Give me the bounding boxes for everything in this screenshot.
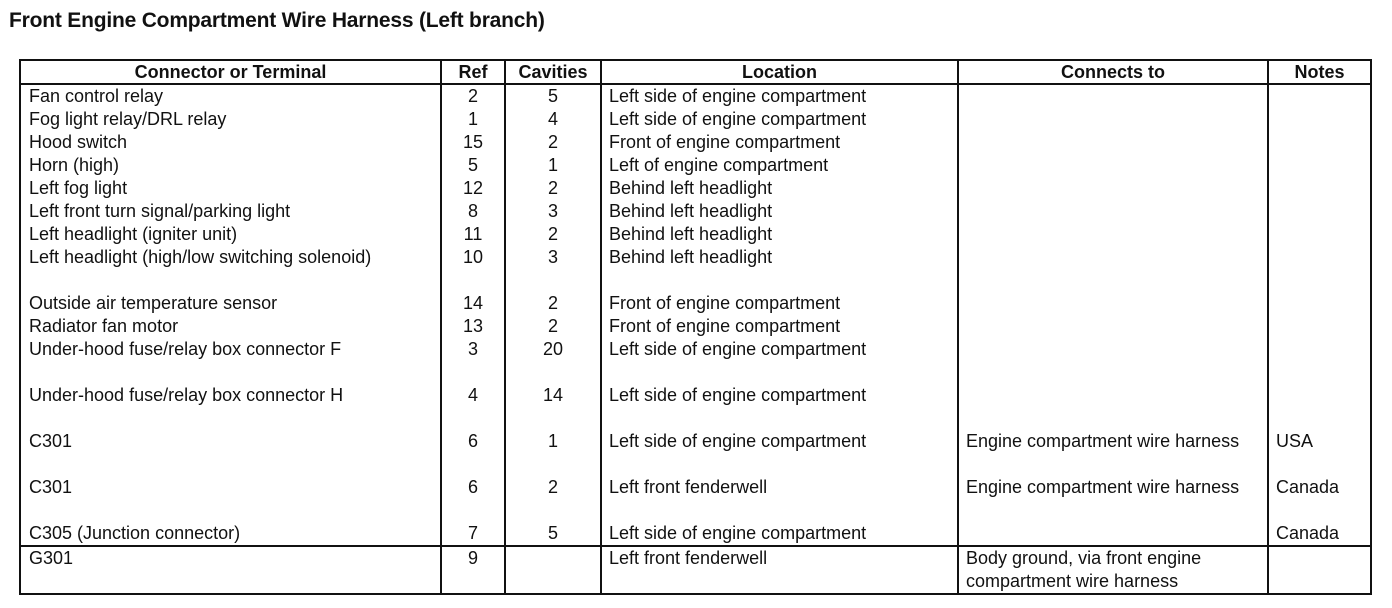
table-row [20, 338, 1371, 384]
connects-to-cell [958, 292, 1268, 315]
connector-cell: C301 [20, 430, 441, 476]
location-cell: Behind left headlight [601, 177, 958, 200]
connects-to-cell: Engine compartment wire harness [958, 476, 1268, 522]
column-header-cavities: Cavities [505, 60, 601, 84]
connects-to-cell [958, 522, 1268, 546]
table-header-row [20, 60, 1371, 84]
location-cell: Behind left headlight [601, 200, 958, 223]
location-cell: Left front fenderwell [601, 546, 958, 594]
cavities-cell: 4 [505, 108, 601, 131]
table-row [20, 84, 1371, 108]
cavities-cell: 2 [505, 131, 601, 154]
connects-to-cell: Body ground, via front engine compartment wire harness [958, 546, 1268, 594]
connector-cell: Under-hood fuse/relay box connector F [20, 338, 441, 384]
table-row [20, 177, 1371, 200]
connects-to-cell [958, 315, 1268, 338]
column-header-location: Location [601, 60, 958, 84]
connects-to-cell [958, 131, 1268, 154]
cavities-cell: 1 [505, 154, 601, 177]
notes-cell [1268, 84, 1371, 108]
table-row [20, 522, 1371, 546]
connector-cell: G301 [20, 546, 441, 594]
column-header-notes: Notes [1268, 60, 1371, 84]
notes-cell: Canada [1268, 476, 1371, 522]
connector-cell: Horn (high) [20, 154, 441, 177]
ref-cell: 6 [441, 430, 505, 476]
notes-cell [1268, 200, 1371, 223]
wire-harness-table-container [19, 59, 1370, 595]
location-cell: Front of engine compartment [601, 315, 958, 338]
cavities-cell: 20 [505, 338, 601, 384]
location-cell: Behind left headlight [601, 246, 958, 292]
connector-cell: Fog light relay/DRL relay [20, 108, 441, 131]
table-row [20, 476, 1371, 522]
connects-to-cell [958, 246, 1268, 292]
cavities-cell: 14 [505, 384, 601, 430]
table-row [20, 223, 1371, 246]
connects-to-cell [958, 84, 1268, 108]
notes-cell: USA [1268, 430, 1371, 476]
cavities-cell [505, 546, 601, 594]
table-row [20, 546, 1371, 594]
connector-cell: Under-hood fuse/relay box connector H [20, 384, 441, 430]
location-cell: Left of engine compartment [601, 154, 958, 177]
notes-cell [1268, 131, 1371, 154]
connects-to-cell [958, 338, 1268, 384]
notes-cell [1268, 154, 1371, 177]
column-header-ref: Ref [441, 60, 505, 84]
notes-cell [1268, 338, 1371, 384]
location-cell: Left front fenderwell [601, 476, 958, 522]
table-row [20, 315, 1371, 338]
location-cell: Front of engine compartment [601, 292, 958, 315]
connector-cell: Left fog light [20, 177, 441, 200]
location-cell: Left side of engine compartment [601, 108, 958, 131]
table-row [20, 108, 1371, 131]
connector-cell: Fan control relay [20, 84, 441, 108]
notes-cell [1268, 384, 1371, 430]
connector-cell: Left front turn signal/parking light [20, 200, 441, 223]
notes-cell [1268, 223, 1371, 246]
ref-cell: 2 [441, 84, 505, 108]
ref-cell: 12 [441, 177, 505, 200]
table-row [20, 200, 1371, 223]
ref-cell: 11 [441, 223, 505, 246]
table-row [20, 131, 1371, 154]
ref-cell: 3 [441, 338, 505, 384]
cavities-cell: 3 [505, 200, 601, 223]
location-cell: Left side of engine compartment [601, 430, 958, 476]
ref-cell: 8 [441, 200, 505, 223]
connects-to-cell [958, 177, 1268, 200]
notes-cell [1268, 246, 1371, 292]
column-header-connector: Connector or Terminal [20, 60, 441, 84]
location-cell: Left side of engine compartment [601, 522, 958, 546]
ref-cell: 14 [441, 292, 505, 315]
connects-to-cell [958, 200, 1268, 223]
cavities-cell: 5 [505, 84, 601, 108]
table-row [20, 292, 1371, 315]
connector-cell: Left headlight (igniter unit) [20, 223, 441, 246]
cavities-cell: 2 [505, 223, 601, 246]
location-cell: Front of engine compartment [601, 131, 958, 154]
cavities-cell: 3 [505, 246, 601, 292]
connects-to-cell [958, 384, 1268, 430]
notes-cell [1268, 177, 1371, 200]
notes-cell [1268, 292, 1371, 315]
connector-cell: Hood switch [20, 131, 441, 154]
cavities-cell: 2 [505, 315, 601, 338]
location-cell: Behind left headlight [601, 223, 958, 246]
notes-cell [1268, 315, 1371, 338]
connects-to-cell [958, 223, 1268, 246]
ref-cell: 13 [441, 315, 505, 338]
location-cell: Left side of engine compartment [601, 338, 958, 384]
cavities-cell: 1 [505, 430, 601, 476]
cavities-cell: 2 [505, 476, 601, 522]
connects-to-cell [958, 154, 1268, 177]
wire-harness-table [19, 59, 1372, 595]
ref-cell: 10 [441, 246, 505, 292]
table-row [20, 430, 1371, 476]
ref-cell: 6 [441, 476, 505, 522]
table-row [20, 154, 1371, 177]
cavities-cell: 2 [505, 292, 601, 315]
page-title: Front Engine Compartment Wire Harness (Left branch) [9, 9, 545, 32]
notes-cell: Canada [1268, 522, 1371, 546]
connector-cell: Radiator fan motor [20, 315, 441, 338]
cavities-cell: 2 [505, 177, 601, 200]
connector-cell: C305 (Junction connector) [20, 522, 441, 546]
ref-cell: 9 [441, 546, 505, 594]
ref-cell: 1 [441, 108, 505, 131]
location-cell: Left side of engine compartment [601, 384, 958, 430]
connector-cell: Left headlight (high/low switching solenoid) [20, 246, 441, 292]
ref-cell: 7 [441, 522, 505, 546]
ref-cell: 15 [441, 131, 505, 154]
connector-cell: Outside air temperature sensor [20, 292, 441, 315]
cavities-cell: 5 [505, 522, 601, 546]
connector-cell: C301 [20, 476, 441, 522]
connects-to-cell: Engine compartment wire harness [958, 430, 1268, 476]
ref-cell: 5 [441, 154, 505, 177]
notes-cell [1268, 108, 1371, 131]
notes-cell [1268, 546, 1371, 594]
column-header-connects-to: Connects to [958, 60, 1268, 84]
ref-cell: 4 [441, 384, 505, 430]
connects-to-cell [958, 108, 1268, 131]
table-row [20, 384, 1371, 430]
location-cell: Left side of engine compartment [601, 84, 958, 108]
table-row [20, 246, 1371, 292]
